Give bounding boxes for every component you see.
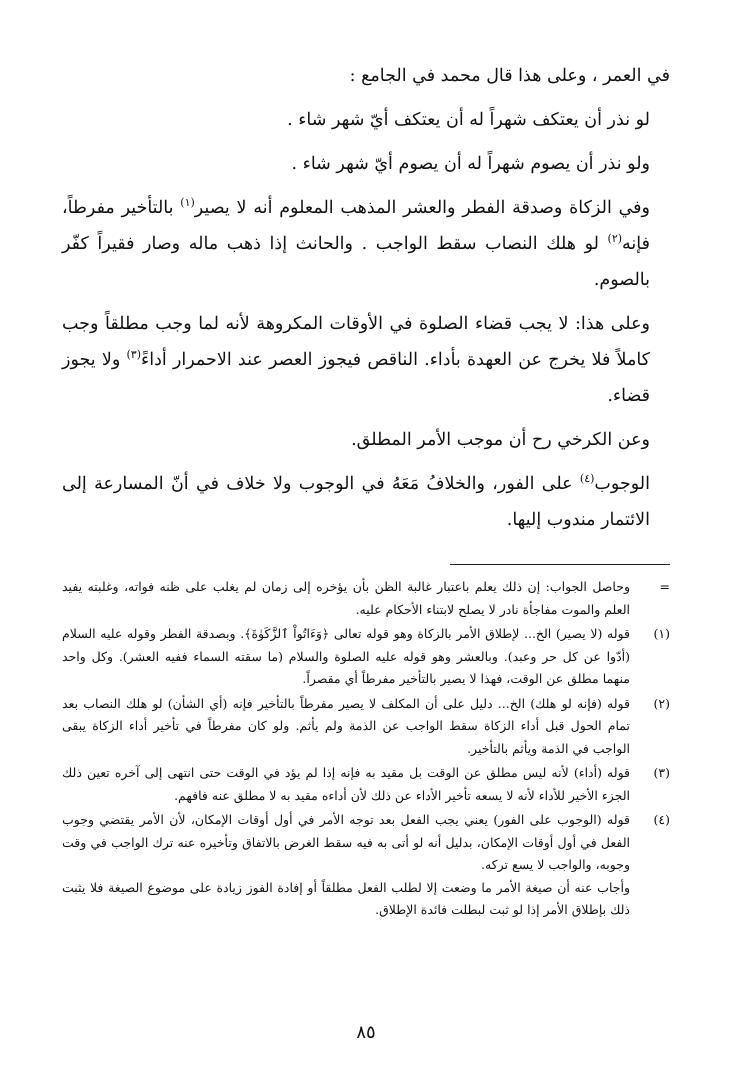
footnote-ref-2[interactable]: (٢) (607, 232, 623, 246)
footnote-4 (62, 809, 670, 922)
footnote-separator (450, 564, 670, 565)
paragraph-4 (62, 190, 670, 298)
footnote-text: قوله (فإنه لو هلك) الخ... دليل على أن المكلف لا يصير مفرطاً بالتأخير فإنه (أي الشأن) لو هلك النصاب بعد تمام الحول قبل أداء الزكاة سقط الواجب عن الذمة ولم يأثم. ولو كان مفرطاً في تأخير أداء الزكاة يبقى الواجب في الذمة ويأثم بالتأخير. (62, 695, 630, 756)
paragraph-4-part: وفي الزكاة وصدقة الفطر والعشر المذهب المعلوم أنه لا يصير (194, 198, 650, 218)
paragraph-7-part: على الفور، والخلافُ مَعَهُ في الوجوب ولا خلاف في أنّ المسارعة إلى الائتمار مندوب إليها. (62, 474, 650, 530)
paragraph-7-part: الوجوب (594, 474, 650, 494)
paragraph-5-part: وعلى هذا: لا يجب قضاء الصلوة في الأوقات المكروهة لأنه لما وجب مطلقاً وجب كاملاً فلا يخرج عن العهدة بأداء. الناقص فيجوز العصر عند الاحمرار أداءً (62, 314, 651, 370)
paragraph-5 (62, 306, 670, 414)
page-number: ٨٥ (356, 1022, 376, 1043)
paragraph-1: في العمر ، وعلى هذا قال محمد في الجامع : (349, 66, 670, 86)
paragraph-4-part: بالتأخير مفرطاً، فإنه (62, 198, 650, 254)
footnote-number: (١) (653, 626, 670, 641)
footnote-ref-4[interactable]: (٤) (579, 472, 595, 486)
footnote-text: وحاصل الجواب: إن ذلك يعلم باعتبار غالبة الظن بأن يؤخره إلى زمان لم يغلب على ظنه فواته، وغلبته يفيد العلم والموت مفاجأة نادر لا يصلح لابتناء الأحكام عليه. (62, 579, 630, 617)
paragraph-2: لو نذر أن يعتكف شهراً له أن يعتكف أيّ شهر شاء . (287, 110, 650, 130)
footnote-3 (62, 762, 670, 807)
footnote-ref-1[interactable]: (١) (180, 196, 195, 210)
footnote-text: وأجاب عنه أن صيغة الأمر ما وضعت إلا لطلب الفعل مطلقاً أو إفادة الفوز زيادة على موضوع الصيغة فلا يثبت ذلك بإطلاق الأمر إذا لو ثبت لبطلت فائدة الإطلاق. (62, 879, 630, 917)
footnote-2 (62, 693, 670, 761)
footnote-text: قوله (لا يصير) الخ... لإطلاق الأمر بالزكاة وهو قوله تعالى ﴿وَءَاتُواْ ٱلزَّكَوٰةَ﴾. وبصدقة الفطر وقوله عليه السلام (أدّوا عن كل حر وعبد). وبالعشر وهو قوله عليه الصلوة والسلام (ما سقته السماء ففيه العشر). وكل واحد منهما مطلق عن الوقت، فهذا لا يصير بالتأخير مفرطاً أي مقصراً. (62, 626, 630, 686)
footnote-1 (62, 623, 670, 691)
footnote-number: (٤) (653, 812, 670, 827)
document-page (62, 58, 670, 1068)
footnote-text: قوله (الوجوب على الفور) يعني يجب الفعل بعد توجه الأمر في أول أوقات الإمكان، لأن الأمر يقتضي وجوب الفعل في أول أوقات الإمكان، بدليل أنه لو أتى به فيه سقط الغرض بالاتفاق وتأخيره عنه ترك الواجب في وقت وجوبه، والواجب لا يسع تركه. (62, 812, 630, 872)
footnote-number: = (659, 579, 670, 594)
paragraph-6: وعن الكرخي رح أن موجب الأمر المطلق. (351, 430, 650, 450)
footnote-number: (٣) (653, 765, 670, 780)
footnotes (62, 576, 670, 924)
paragraph-3: ولو نذر أن يصوم شهراً له أن يصوم أيّ شهر شاء . (291, 154, 650, 174)
footnote-continuation (62, 576, 670, 621)
paragraph-4-part: لو هلك النصاب سقط الواجب . والحانث إذا ذهب ماله وصار فقيراً كفّر بالصوم. (62, 234, 650, 290)
main-text (62, 58, 670, 538)
footnote-text: قوله (أداء) لأنه ليس مطلق عن الوقت بل مقيد به فإنه إذا لم يؤد في الوقت حتى انتهى إلى آخره تعين ذلك الجزء الأخير للأداء لأنه لا يسعه تأخير الأداء عن ذلك لأن أداءه مقيد به لا مطلق عنه فافهم. (62, 765, 630, 803)
paragraph-5-part: ولا يجوز قضاء. (62, 350, 650, 406)
footnote-ref-3[interactable]: (٣) (126, 348, 142, 362)
footnote-number: (٢) (653, 695, 670, 711)
paragraph-7 (62, 466, 670, 538)
